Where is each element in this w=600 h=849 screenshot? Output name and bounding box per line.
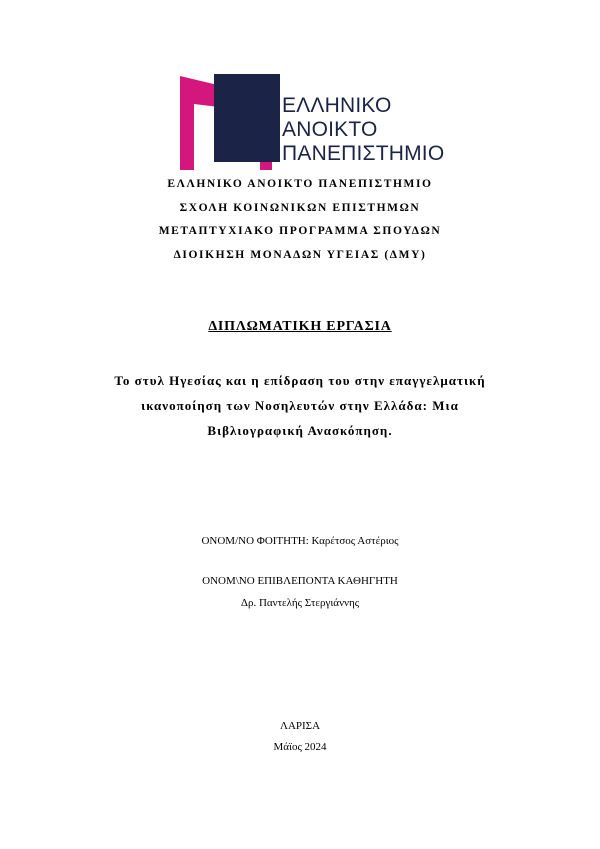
logo-wordmark	[282, 94, 444, 166]
logo-line: ΠΑΝΕΠΙΣΤΗΜΙΟ	[282, 142, 445, 165]
logo-line: ΑΝΟΙΚΤΟ	[282, 118, 378, 141]
logo-line: ΕΛΛΗΝΙΚΟ	[282, 94, 392, 117]
program-name: ΜΕΤΑΠΤΥΧΙΑΚΟ ΠΡΟΓΡΑΜΜΑ ΣΠΟΥΔΩΝ	[158, 225, 442, 237]
university-logo	[180, 74, 445, 170]
specialization-name: ΔΙΟΙΚΗΣΗ ΜΟΝΑΔΩΝ ΥΓΕΙΑΣ (ΔΜΥ)	[173, 249, 427, 261]
document-type-heading: ΔΙΠΛΩΜΑΤΙΚΗ ΕΡΓΑΣΙΑ	[208, 319, 392, 334]
thesis-title-line: Βιβλιογραφική Ανασκόπηση.	[207, 423, 393, 438]
university-name: ΕΛΛΗΝΙΚΟ ΑΝΟΙΚΤΟ ΠΑΝΕΠΙΣΤΗΜΙΟ	[167, 178, 433, 190]
supervisor-label: ΟΝΟΜ\ΝΟ ΕΠΙΒΛΕΠΟΝΤΑ ΚΑΘΗΓΗΤΗ	[202, 575, 398, 587]
date: Μάϊος 2024	[273, 741, 327, 753]
supervisor-name: Δρ. Παντελής Στεργιάννης	[240, 597, 360, 609]
student-name: ΟΝΟΜ/ΝΟ ΦΟΙΤΗΤΗ: Καρέτσος Αστέριος	[201, 535, 399, 547]
logo-mark-icon	[180, 74, 280, 170]
thesis-title-line: ικανοποίηση των Νοσηλευτών στην Ελλάδα: Μια	[141, 398, 459, 413]
thesis-title-line: Το στυλ Ηγεσίας και η επίδραση του στην επαγγελματική	[114, 373, 486, 388]
school-name: ΣΧΟΛΗ ΚΟΙΝΩΝΙΚΩΝ ΕΠΙΣΤΗΜΩΝ	[179, 202, 421, 214]
place: ΛΑΡΙΣΑ	[279, 720, 321, 732]
